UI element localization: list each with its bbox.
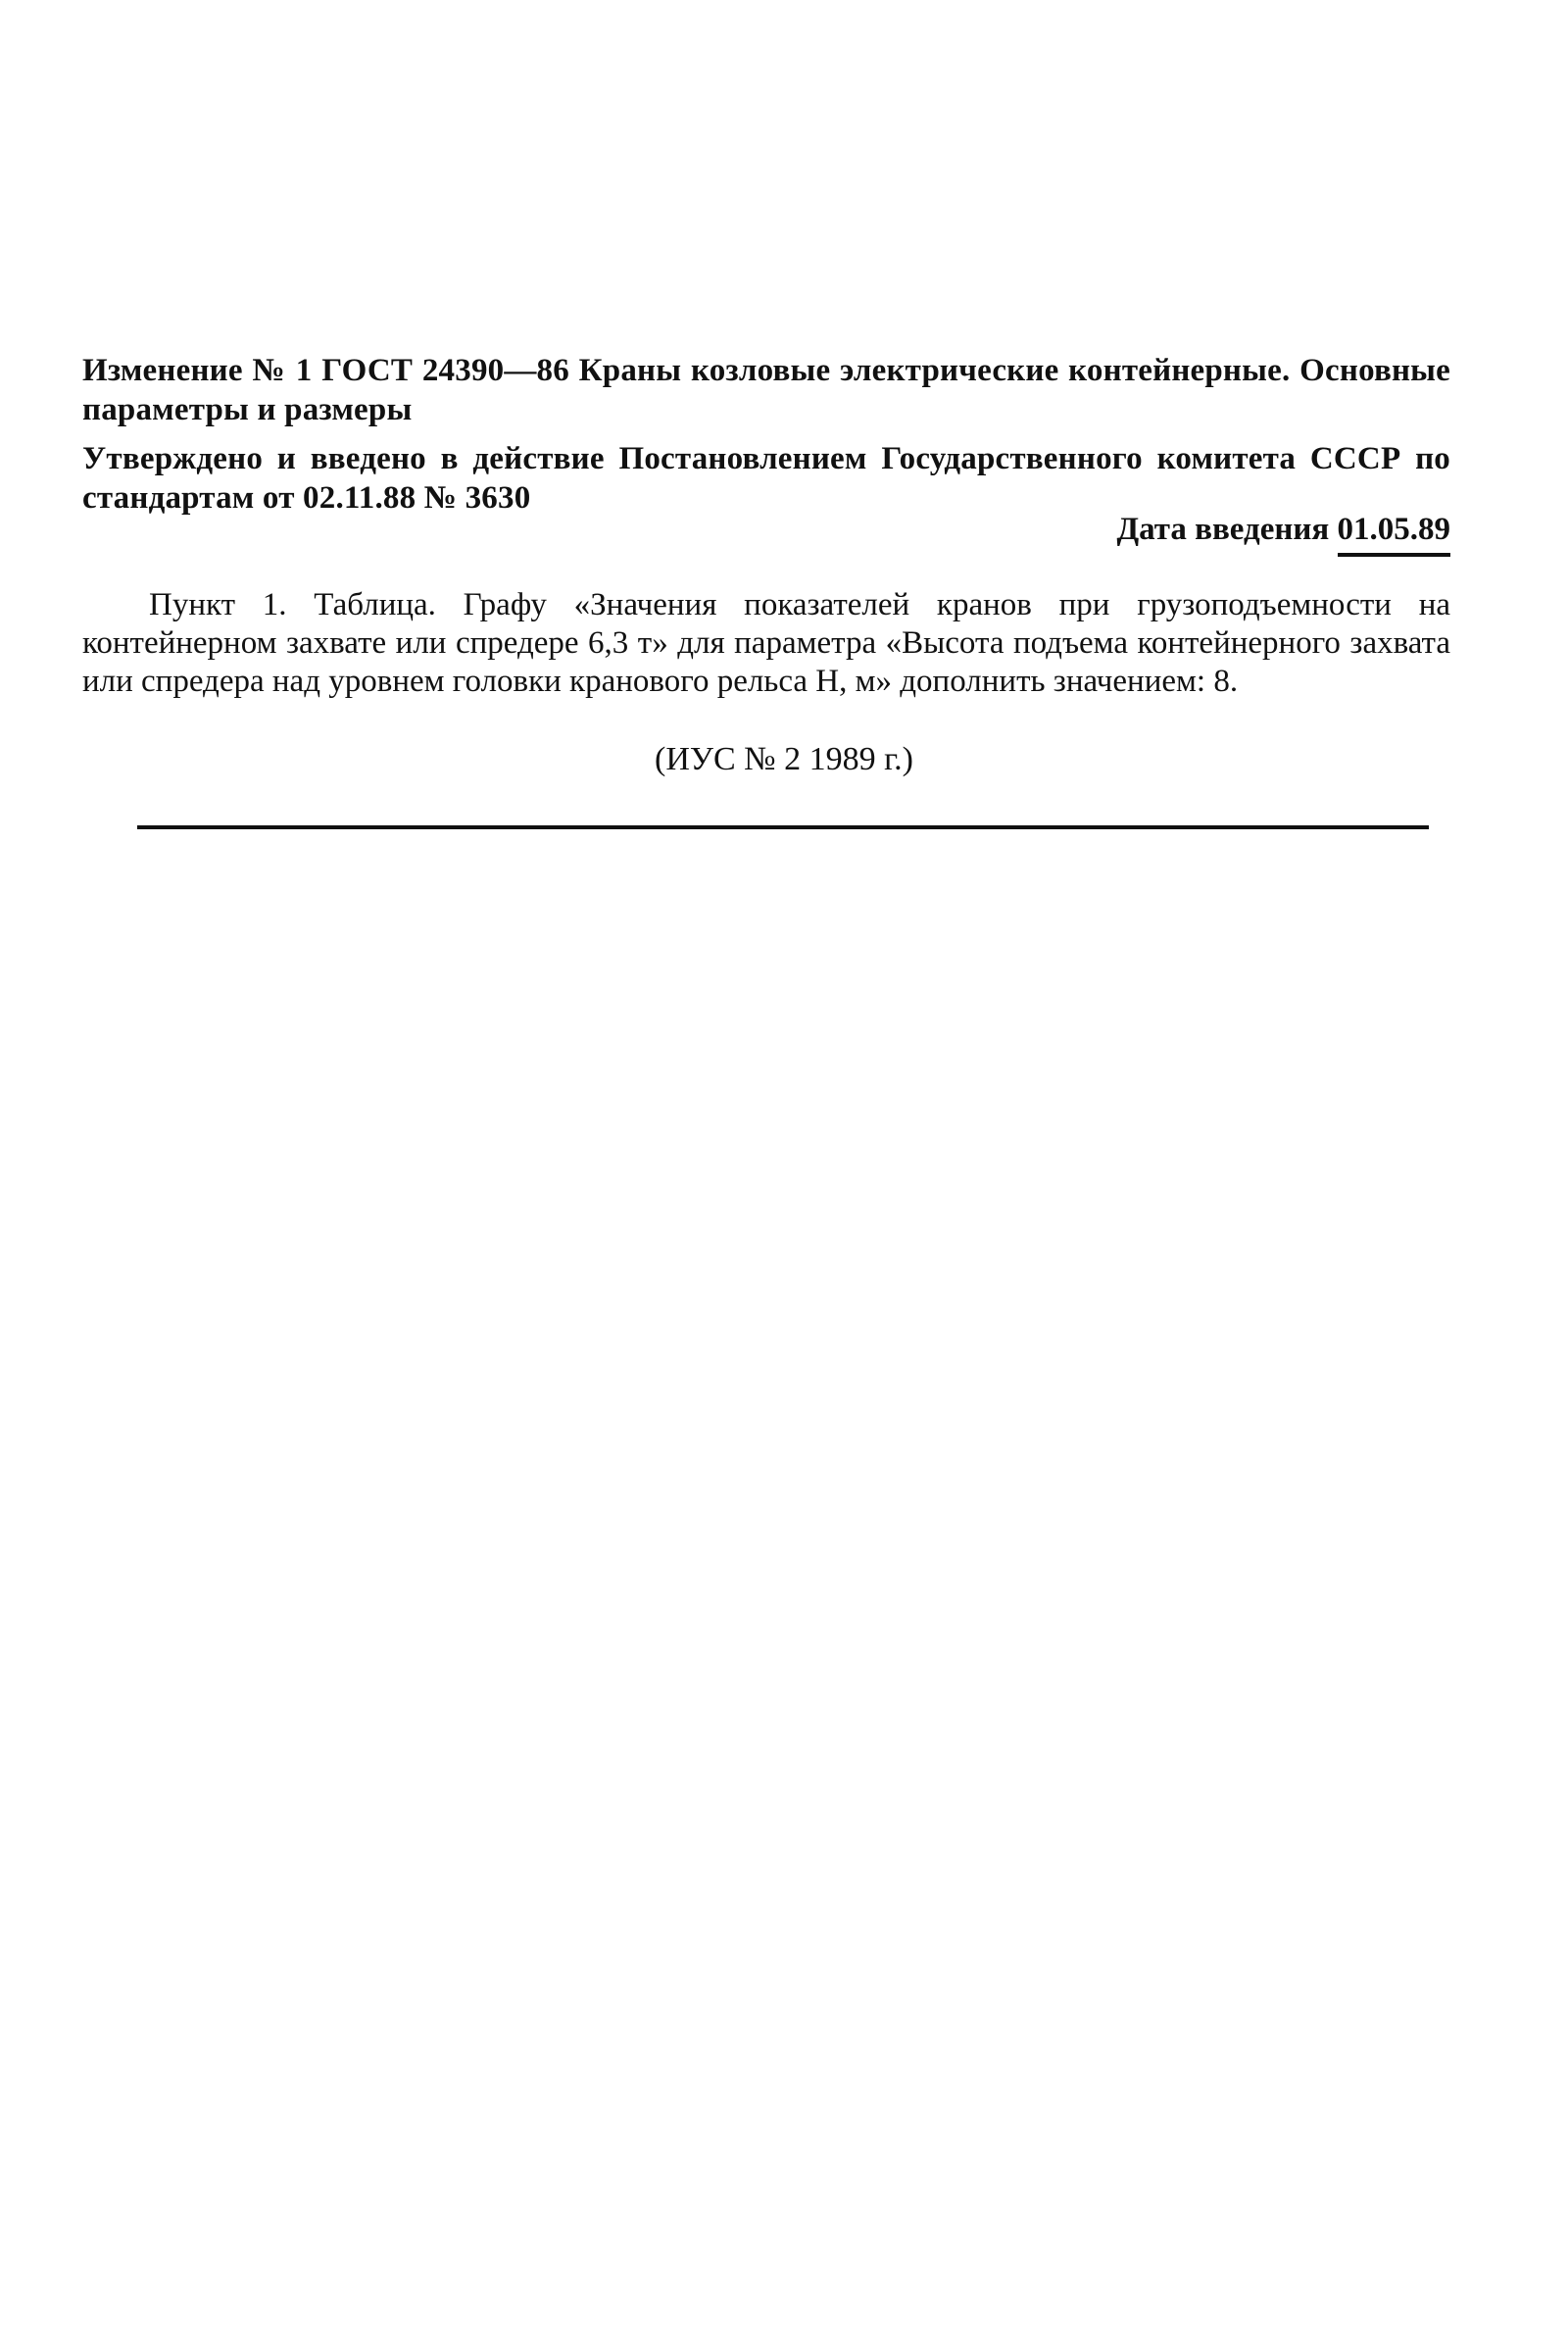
document-title: Изменение № 1 ГОСТ 24390—86 Краны козловые электрические контейнерные. Основные параметры и размеры [82,353,1450,427]
effective-date [1116,510,1450,557]
effective-date-label: Дата введения [1116,512,1330,547]
amendment-text: Пункт 1. Таблица. Графу «Значения показателей кранов при грузоподъемности на контейнерном захвате или спредере 6,3 т» для параметра «Высота подъема контейнерного захвата или спредера над уровнем головки кранового рельса Н, м» дополнить значением: 8. [82,587,1450,699]
horizontal-divider [137,825,1429,829]
source-reference: (ИУС № 2 1989 г.) [655,741,913,777]
effective-date-value: 01.05.89 [1338,510,1451,557]
approval-statement: Утверждено и введено в действие Постановлением Государственного комитета СССР по стандартам от 02.11.88 № 3630 [82,441,1450,516]
